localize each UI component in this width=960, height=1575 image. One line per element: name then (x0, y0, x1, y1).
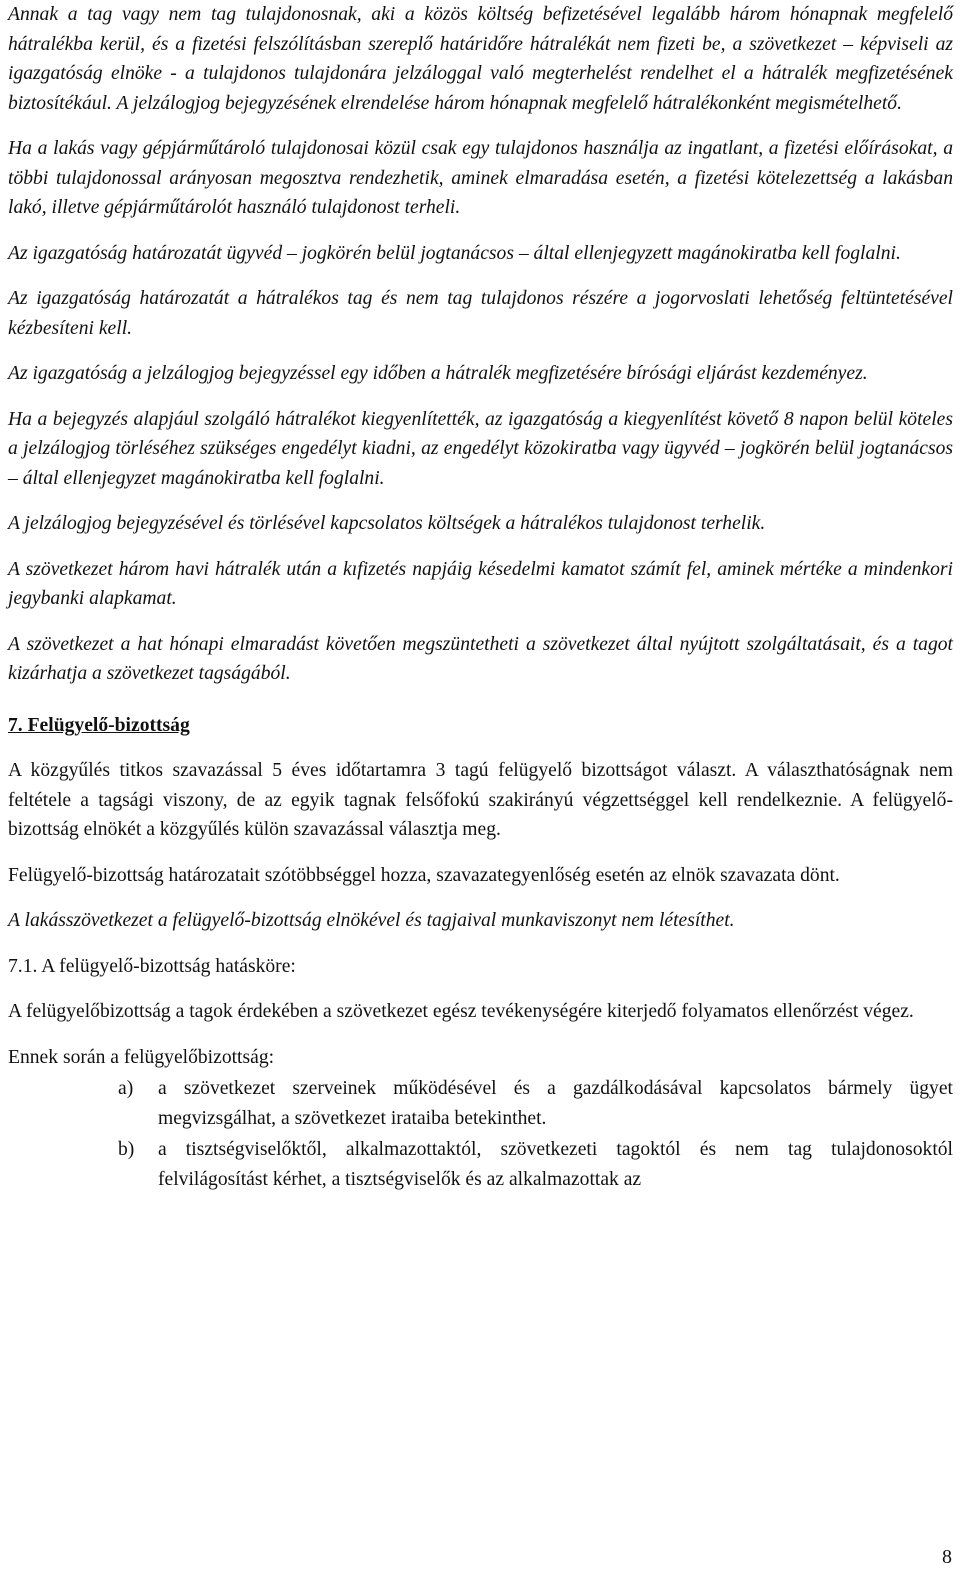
list-item (118, 1074, 953, 1133)
list-intro: Ennek során a felügyelőbizottság: (8, 1046, 275, 1068)
paragraph-lien-removal: Ha a bejegyzés alapjául szolgáló hátralékot kiegyenlítették, az igazgatóság a kiegyenlítést követő 8 napon belül köteles a jelzálogjog törléséhez szükséges engedélyt kiadni, az engedélyt közokiratba vagy ügyvéd – jogkörén belül jogtanácsos – által ellenjegyzet magánokiratba kell foglalni. (8, 408, 953, 489)
paragraph-single-owner: Ha a lakás vagy gépjárműtároló tulajdonosai közül csak egy tulajdonos használja az ingatlant, a fizetési előírásokat, a többi tulajdonossal arányosan megosztva rendezhetik, aminek elmaradása esetén, a fizetési kötelezettség a lakásban lakó, illetve gépjárműtárolót használó tulajdonost terheli. (8, 138, 953, 218)
paragraph-interest: A szövetkezet három havi hátralék után a kıfizetés napjáig késedelmi kamatot számít fel, aminek mértéke a mindenkori jegybanki alapkamat. (8, 558, 953, 609)
subsection-heading: 7.1. A felügyelő-bizottság hatásköre: (8, 955, 296, 977)
list-item-text: a szövetkezet szerveinek működésével és a gazdálkodásával kapcsolatos bármely ügyet megvizsgálhat, a szövetkezet irataiba betekinthet. (158, 1078, 953, 1129)
paragraph-decisions: Felügyelő-bizottság határozatait szótöbbséggel hozza, szavazategyenlőség esetén az elnök szavazata dönt. (8, 864, 840, 886)
section-heading: 7. Felügyelő-bizottság (8, 714, 190, 736)
paragraph-employment: A lakásszövetkezet a felügyelő-bizottság elnökével és tagjaival munkaviszonyt nem létesíthet. (8, 910, 735, 931)
list-item (118, 1135, 953, 1194)
powers-list (8, 1074, 953, 1194)
paragraph-countersign: Az igazgatóság határozatát ügyvéd – jogkörén belül jogtanácsos – által ellenjegyzett magánokiratba kell foglalni. (8, 242, 901, 264)
list-marker: b) (118, 1139, 135, 1160)
paragraph-delivery: Az igazgatóság határozatát a hátralékos tag és nem tag tulajdonos részére a jogorvoslati lehetőség feltüntetésével kézbesíteni kell. (8, 288, 953, 339)
paragraph-service-termination: A szövetkezet a hat hónapi elmaradást követően megszüntetheti a szövetkezet által nyújtott szolgáltatásait, és a tagot kizárhatja a szövetkezet tagságából. (8, 633, 953, 684)
paragraph-scope: A felügyelőbizottság a tagok érdekében a szövetkezet egész tevékenységére kiterjedő folyamatos ellenőrzést végez. (8, 1001, 914, 1022)
list-item-text: a tisztségviselőktől, alkalmazottaktól, szövetkezeti tagoktól és nem tag tulajdonosoktól felvilágosítást kérhet, a tisztségviselők és az alkalmazottak az (158, 1139, 953, 1190)
paragraph-costs: A jelzálogjog bejegyzésével és törlésével kapcsolatos költségek a hátralékos tulajdonost terhelik. (8, 513, 766, 534)
page-number: 8 (942, 1546, 952, 1568)
list-marker: a) (118, 1078, 134, 1099)
paragraph-election: A közgyűlés titkos szavazással 5 éves időtartamra 3 tagú felügyelő bizottságot választ. A választhatóságnak nem feltétele a tagsági viszony, de az egyik tagnak felsőfokú szakirányú végzettséggel kell rendelkeznie. A felügyelő-bizottság elnökét a közgyűlés külön szavazással választja meg. (8, 760, 953, 840)
paragraph-court-procedure: Az igazgatóság a jelzálogjog bejegyzéssel egy időben a hátralék megfizetésére bírósági eljárást kezdeményez. (8, 363, 868, 384)
paragraph-lien-registration: Annak a tag vagy nem tag tulajdonosnak, aki a közös költség befizetésével legalább három hónapnak megfelelő hátralékba kerül, és a fizetési felszólításban szereplő határidőre hátralékát nem fizeti be, a szövetkezet – képviseli az igazgatóság elnöke - a tulajdonos tulajdonára jelzáloggal való megterhelést rendelhet el a hátralék megfizetésének biztosítékául. A jelzálogjog bejegyzésének elrendelése három hónapnak megfelelő hátralékonként megismételhető. (8, 4, 953, 114)
document-page (8, 0, 953, 1196)
